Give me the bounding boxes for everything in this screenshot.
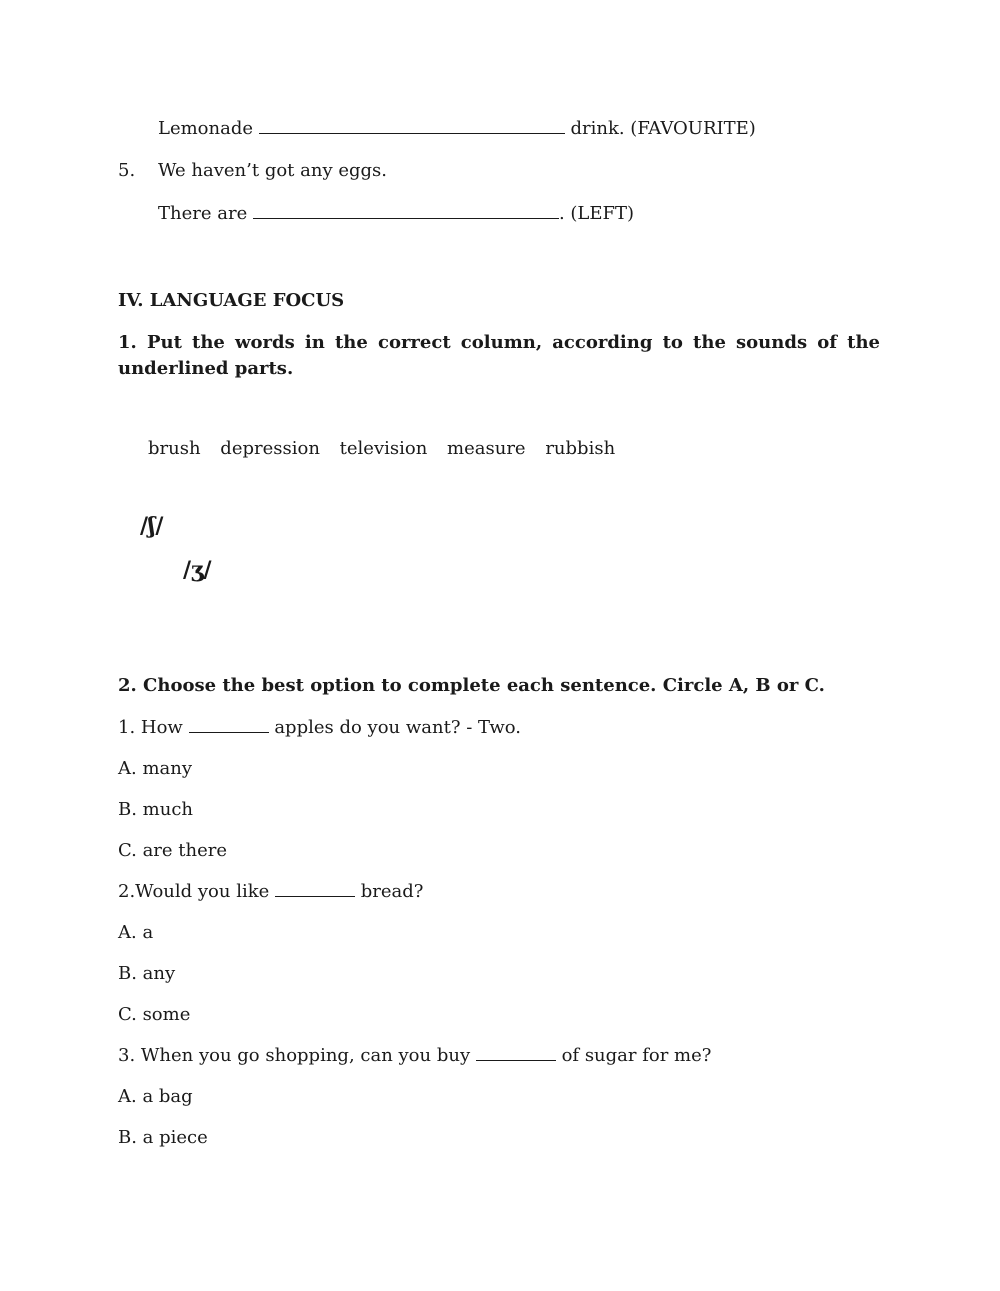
word-item: depression bbox=[220, 438, 320, 459]
option-c[interactable]: C. some bbox=[118, 1004, 191, 1025]
section-title: IV. LANGUAGE FOCUS bbox=[118, 290, 345, 311]
part2-instruction: 2. Choose the best option to complete each sentence. Circle A, B or C. bbox=[118, 675, 825, 696]
option-c[interactable]: C. are there bbox=[118, 840, 228, 861]
question-text: bread? bbox=[360, 881, 424, 902]
word-bank bbox=[148, 438, 629, 459]
option-a[interactable]: A. a bag bbox=[118, 1086, 193, 1107]
question-text: apples do you want? - Two. bbox=[274, 717, 522, 738]
question-blank[interactable] bbox=[275, 895, 355, 897]
q4-rewrite-suffix: drink. (FAVOURITE) bbox=[570, 118, 756, 139]
q4-answer-blank[interactable] bbox=[259, 132, 565, 134]
option-b[interactable]: B. a piece bbox=[118, 1127, 208, 1148]
part1-instruction: 1. Put the words in the correct column, according to the sounds of the underlined parts. bbox=[118, 332, 880, 379]
word-item: measure bbox=[447, 438, 526, 459]
q4-rewrite-prefix: Lemonade bbox=[158, 118, 254, 139]
sound-column-zh: /ʒ/ bbox=[183, 557, 212, 583]
question-blank[interactable] bbox=[189, 731, 269, 733]
mc-question-1 bbox=[118, 717, 521, 738]
mc-question-2 bbox=[118, 881, 423, 902]
q5-sentence: We haven’t got any eggs. bbox=[158, 160, 388, 181]
option-a[interactable]: A. many bbox=[118, 758, 193, 779]
question-text: of sugar for me? bbox=[561, 1045, 712, 1066]
q5-rewrite-suffix: . (LEFT) bbox=[558, 203, 635, 224]
q4-rewrite-line bbox=[158, 118, 756, 139]
option-b[interactable]: B. any bbox=[118, 963, 176, 984]
question-text: 3. When you go shopping, can you buy bbox=[118, 1045, 471, 1066]
option-a[interactable]: A. a bbox=[118, 922, 154, 943]
option-b[interactable]: B. much bbox=[118, 799, 194, 820]
question-text: 2.Would you like bbox=[118, 881, 270, 902]
word-item: television bbox=[339, 438, 428, 459]
question-blank[interactable] bbox=[476, 1059, 556, 1061]
q5-number: 5. bbox=[118, 160, 136, 181]
mc-question-3 bbox=[118, 1045, 711, 1066]
word-item: rubbish bbox=[545, 438, 616, 459]
q5-rewrite-line bbox=[158, 203, 634, 224]
sound-column-sh: /ʃ/ bbox=[140, 513, 164, 539]
q5-rewrite-prefix: There are bbox=[158, 203, 248, 224]
question-text: 1. How bbox=[118, 717, 183, 738]
word-item: brush bbox=[148, 438, 201, 459]
q5-answer-blank[interactable] bbox=[253, 217, 559, 219]
